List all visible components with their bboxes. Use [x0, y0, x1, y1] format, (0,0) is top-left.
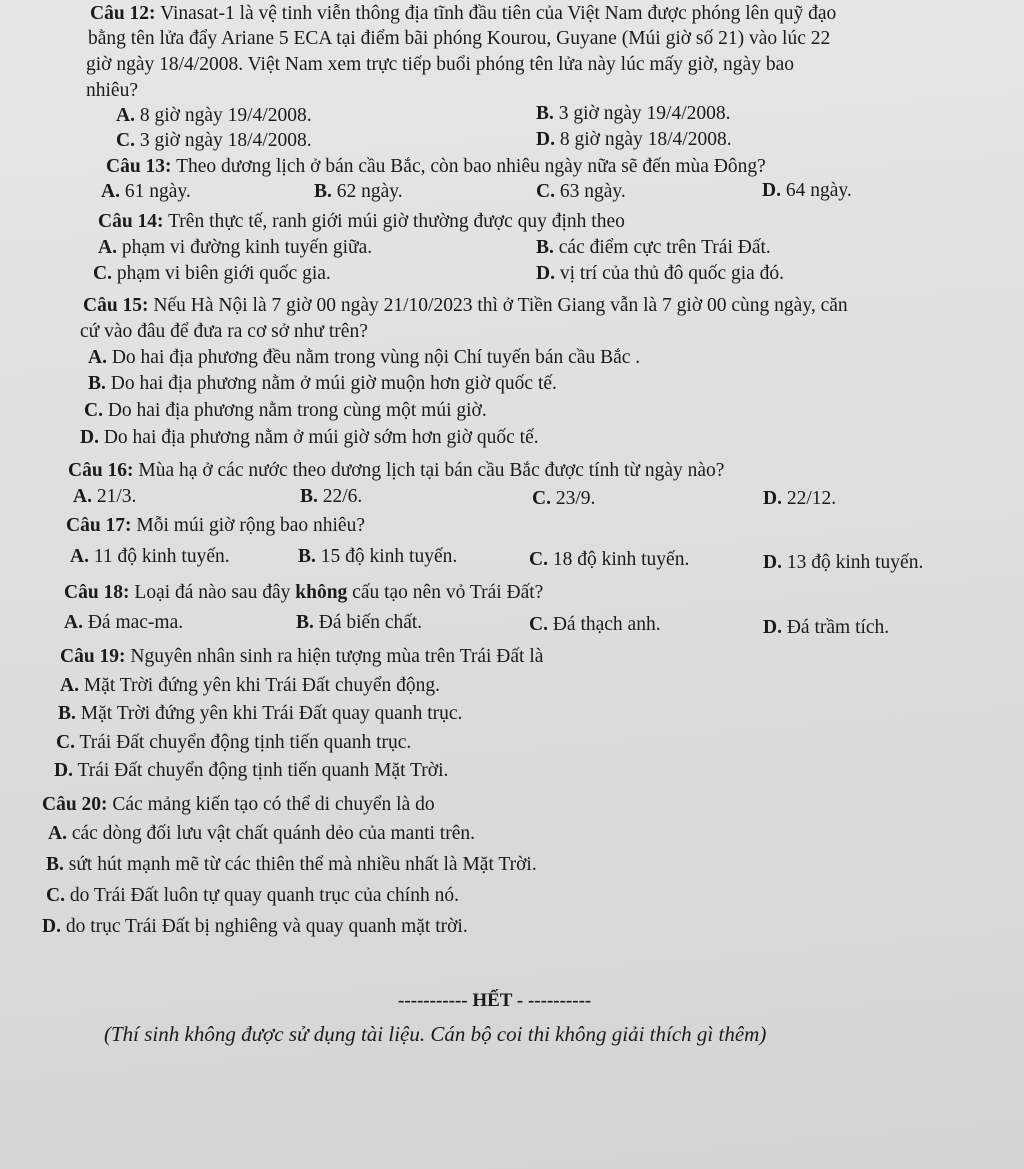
- option-label: C.: [529, 614, 548, 635]
- question-19-option-c: [56, 731, 411, 755]
- option-label: B.: [300, 486, 318, 507]
- question-14-option-d: [536, 262, 784, 286]
- option-label: B.: [88, 373, 106, 394]
- option-label: B.: [296, 612, 314, 633]
- option-label: D.: [763, 552, 782, 573]
- question-18-text-before: Loại đá nào sau đây: [129, 582, 296, 603]
- option-text: các điểm cực trên Trái Đất.: [553, 237, 771, 258]
- option-label: C.: [532, 488, 551, 509]
- option-text: phạm vi biên giới quốc gia.: [111, 263, 331, 284]
- question-19-option-a: [60, 674, 440, 698]
- question-15-text: Nếu Hà Nội là 7 giờ 00 ngày 21/10/2023 thì ở Tiền Giang vẫn là 7 giờ 00 cùng ngày, căn: [148, 295, 848, 316]
- option-label: A.: [98, 237, 117, 258]
- question-12-line-3: giờ ngày 18/4/2008. Việt Nam xem trực tiếp buổi phóng tên lửa này lúc mấy giờ, ngày bao: [86, 54, 794, 75]
- option-label: D.: [763, 488, 782, 509]
- question-12-label: Câu 12:: [90, 3, 156, 24]
- question-15-option-b: [88, 372, 557, 396]
- footer-note: (Thí sinh không được sử dụng tài liệu. Cán bộ coi thi không giải thích gì thêm): [104, 1022, 767, 1046]
- question-16-option-b: [300, 485, 362, 509]
- option-text: 15 độ kinh tuyến.: [315, 546, 458, 567]
- question-19-stem: [60, 645, 543, 669]
- option-text: Do hai địa phương đều nằm trong vùng nội Chí tuyến bán cầu Bắc .: [106, 347, 641, 368]
- option-label: B.: [298, 546, 316, 567]
- question-20-option-b: [46, 853, 537, 877]
- option-text: 22/12.: [781, 488, 837, 509]
- question-20-label: Câu 20:: [42, 794, 108, 815]
- question-13-option-d: [762, 179, 852, 203]
- question-13-option-a: [101, 180, 191, 204]
- option-text: 22/6.: [317, 486, 363, 507]
- question-14-text: Trên thực tế, ranh giới múi giờ thường được quy định theo: [163, 211, 625, 232]
- question-13-text: Theo dương lịch ở bán cầu Bắc, còn bao nhiêu ngày nữa sẽ đến mùa Đông?: [171, 156, 766, 177]
- question-15-option-a: [88, 346, 640, 370]
- question-19-option-d: [54, 759, 448, 783]
- question-17-text: Mỗi múi giờ rộng bao nhiêu?: [131, 515, 365, 536]
- option-label: C.: [529, 549, 548, 570]
- option-label: D.: [54, 760, 73, 781]
- question-17-stem: [66, 514, 365, 538]
- question-12-line-4: nhiêu?: [86, 80, 138, 101]
- option-text: 23/9.: [550, 488, 596, 509]
- question-20-stem: [42, 793, 435, 817]
- option-text: Do hai địa phương nằm trong cùng một múi giờ.: [102, 400, 487, 421]
- option-label: C.: [116, 130, 135, 151]
- option-label: C.: [56, 732, 75, 753]
- question-16-option-c: [532, 487, 595, 511]
- option-label: C.: [93, 263, 112, 284]
- option-text: 13 độ kinh tuyến.: [781, 552, 924, 573]
- question-20-text: Các mảng kiến tạo có thể di chuyển là do: [107, 794, 435, 815]
- option-label: C.: [84, 400, 103, 421]
- option-label: D.: [762, 180, 781, 201]
- question-15-line-1: [83, 294, 848, 318]
- option-text: các dòng đối lưu vật chất quánh dẻo của manti trên.: [66, 823, 475, 844]
- option-label: A.: [101, 181, 120, 202]
- option-text: do trục Trái Đất bị nghiêng và quay quanh mặt trời.: [60, 916, 468, 937]
- question-13-option-c: [536, 180, 626, 204]
- option-label: B.: [536, 237, 554, 258]
- option-label: C.: [536, 181, 555, 202]
- option-text: 3 giờ ngày 18/4/2008.: [134, 130, 312, 151]
- option-label: A.: [116, 105, 135, 126]
- question-14-option-b: [536, 236, 771, 260]
- question-18-option-c: [529, 613, 661, 637]
- question-18-option-b: [296, 611, 422, 635]
- question-19-text: Nguyên nhân sinh ra hiện tượng mùa trên Trái Đất là: [125, 646, 544, 667]
- option-label: B.: [314, 181, 332, 202]
- option-text: 64 ngày.: [780, 180, 852, 201]
- option-text: 62 ngày.: [331, 181, 403, 202]
- question-18-option-d: [763, 616, 889, 640]
- question-12-line-2: bằng tên lửa đẩy Ariane 5 ECA tại điểm bãi phóng Kourou, Guyane (Múi giờ số 21) vào lúc 22: [88, 28, 831, 49]
- option-label: A.: [73, 486, 92, 507]
- option-label: A.: [88, 347, 107, 368]
- question-17-option-d: [763, 551, 923, 575]
- question-16-text: Mùa hạ ở các nước theo dương lịch tại bán cầu Bắc được tính từ ngày nào?: [133, 460, 725, 481]
- question-16-stem: [68, 459, 724, 483]
- question-12-option-b: [536, 102, 731, 126]
- option-label: D.: [536, 263, 555, 284]
- question-17-label: Câu 17:: [66, 515, 132, 536]
- end-marker: ----------- HẾT - ----------: [398, 990, 592, 1011]
- option-label: D.: [80, 427, 99, 448]
- option-label: A.: [48, 823, 67, 844]
- option-text: vị trí của thủ đô quốc gia đó.: [554, 263, 785, 284]
- option-label: D.: [536, 129, 555, 150]
- question-19-option-b: [58, 702, 462, 726]
- question-17-option-a: [70, 545, 230, 569]
- option-text: Mặt Trời đứng yên khi Trái Đất chuyển động.: [78, 675, 441, 696]
- option-label: B.: [58, 703, 76, 724]
- option-label: B.: [536, 103, 554, 124]
- option-text: Đá biến chất.: [313, 612, 423, 633]
- question-13-option-b: [314, 180, 403, 204]
- question-14-stem: [98, 210, 625, 234]
- question-18-option-a: [64, 611, 183, 635]
- question-18-text-after: cấu tạo nên vỏ Trái Đất?: [347, 582, 544, 603]
- question-19-label: Câu 19:: [60, 646, 126, 667]
- option-text: Trái Đất chuyển động tịnh tiến quanh trục.: [74, 732, 412, 753]
- option-label: A.: [60, 675, 79, 696]
- option-text: Do hai địa phương nằm ở múi giờ sớm hơn giờ quốc tế.: [98, 427, 539, 448]
- option-text: 3 giờ ngày 19/4/2008.: [553, 103, 731, 124]
- option-label: A.: [64, 612, 83, 633]
- question-14-label: Câu 14:: [98, 211, 164, 232]
- option-text: sứt hút mạnh mẽ từ các thiên thể mà nhiều nhất là Mặt Trời.: [63, 854, 537, 875]
- question-14-option-a: [98, 236, 372, 260]
- question-15-label: Câu 15:: [83, 295, 149, 316]
- question-20-option-a: [48, 822, 475, 846]
- option-text: Đá mac-ma.: [82, 612, 184, 633]
- question-15-option-d: [80, 426, 539, 450]
- option-label: A.: [70, 546, 89, 567]
- question-16-option-d: [763, 487, 836, 511]
- option-text: 61 ngày.: [119, 181, 191, 202]
- question-16-label: Câu 16:: [68, 460, 134, 481]
- question-12-text: Vinasat-1 là vệ tinh viễn thông địa tĩnh đầu tiên của Việt Nam được phóng lên quỹ đạo: [155, 3, 837, 24]
- option-text: 63 ngày.: [554, 181, 626, 202]
- option-text: Do hai địa phương nằm ở múi giờ muộn hơn giờ quốc tế.: [105, 373, 557, 394]
- option-text: 18 độ kinh tuyến.: [547, 549, 690, 570]
- question-15-line-2: cứ vào đâu để đưa ra cơ sở như trên?: [80, 321, 368, 342]
- question-12-line-1: [90, 2, 836, 26]
- question-20-option-c: [46, 884, 459, 908]
- option-text: Đá thạch anh.: [547, 614, 661, 635]
- question-20-option-d: [42, 915, 468, 939]
- option-text: Đá trầm tích.: [781, 617, 890, 638]
- option-label: B.: [46, 854, 64, 875]
- question-12-option-d: [536, 128, 732, 152]
- question-16-option-a: [73, 485, 136, 509]
- option-label: D.: [763, 617, 782, 638]
- option-text: 8 giờ ngày 18/4/2008.: [554, 129, 732, 150]
- option-text: do Trái Đất luôn tự quay quanh trục của chính nó.: [64, 885, 459, 906]
- question-17-option-c: [529, 548, 689, 572]
- option-text: Mặt Trời đứng yên khi Trái Đất quay quanh trục.: [75, 703, 463, 724]
- question-14-option-c: [93, 262, 331, 286]
- option-text: Trái Đất chuyển động tịnh tiến quanh Mặt Trời.: [72, 760, 449, 781]
- option-label: C.: [46, 885, 65, 906]
- question-15-option-c: [84, 399, 487, 423]
- option-text: 11 độ kinh tuyến.: [88, 546, 230, 567]
- question-18-emphasis: không: [295, 582, 348, 603]
- option-text: 8 giờ ngày 19/4/2008.: [134, 105, 312, 126]
- question-18-stem: [64, 581, 543, 605]
- question-13-label: Câu 13:: [106, 156, 172, 177]
- question-12-option-a: [116, 104, 312, 128]
- question-13-stem: [106, 155, 766, 179]
- option-text: phạm vi đường kinh tuyến giữa.: [116, 237, 373, 258]
- question-17-option-b: [298, 545, 457, 569]
- question-18-label: Câu 18:: [64, 582, 130, 603]
- option-label: D.: [42, 916, 61, 937]
- option-text: 21/3.: [91, 486, 137, 507]
- question-12-option-c: [116, 129, 312, 153]
